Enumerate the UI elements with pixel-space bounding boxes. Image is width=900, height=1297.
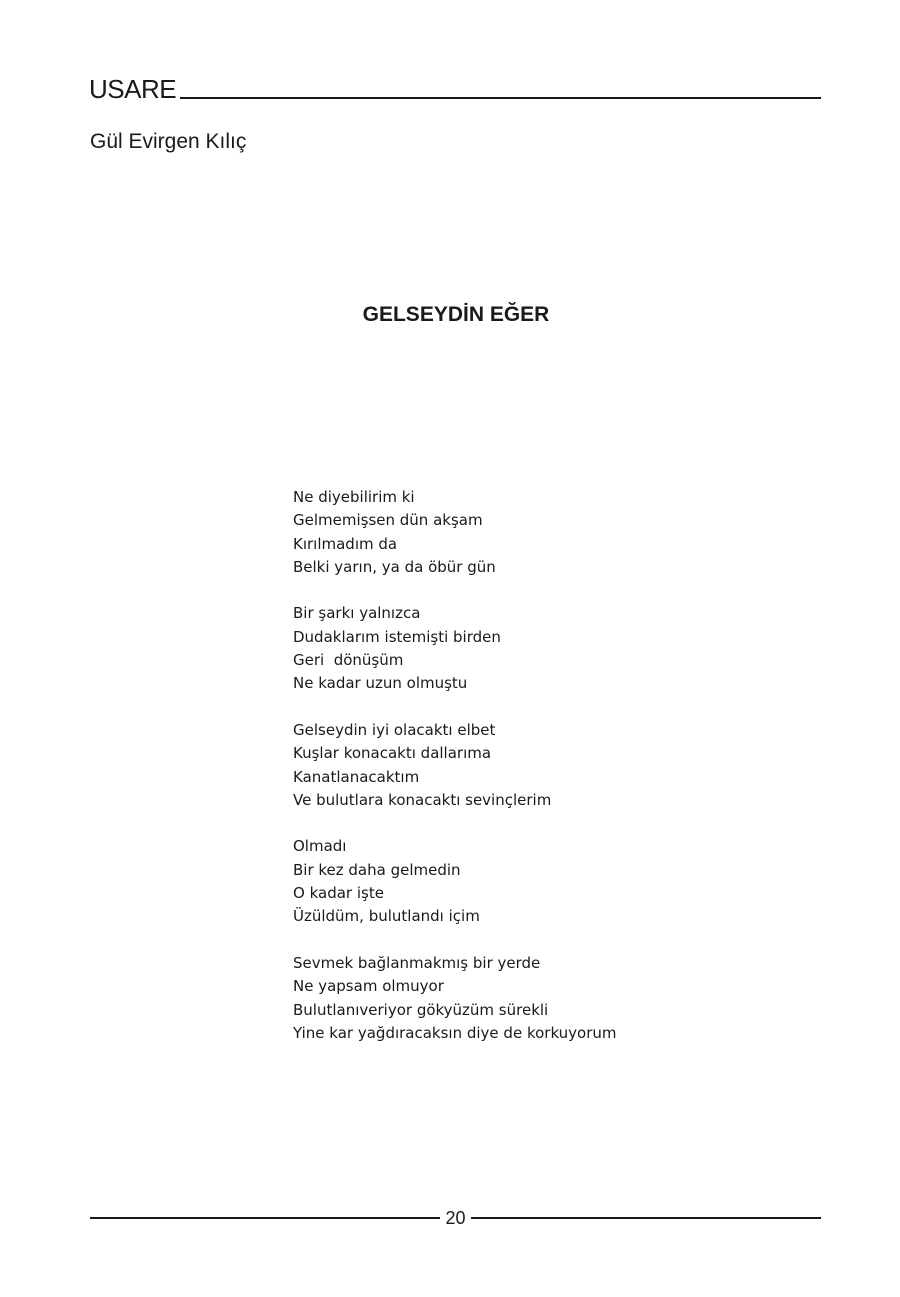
poem-line: Kanatlanacaktım: [293, 767, 420, 786]
poem-line: Ve bulutlara konacaktı sevinçlerim: [293, 790, 552, 809]
page-footer: [90, 1206, 821, 1230]
poem-line: Olmadı: [293, 837, 347, 856]
poem-line: Gelmemişsen dün akşam: [293, 511, 483, 530]
poem-line: Yine kar yağdıracaksın diye de korkuyorum: [293, 1023, 617, 1042]
poem-line: Bir şarkı yalnızca: [293, 604, 421, 623]
header-rule: [180, 97, 821, 99]
poem-line: Bir kez daha gelmedin: [293, 860, 461, 879]
author-name: Gül Evirgen Kılıç: [90, 130, 247, 153]
poem-line: Kırılmadım da: [293, 534, 398, 553]
poem-line: Belki yarın, ya da öbür gün: [293, 557, 496, 576]
footer-rule-right: [471, 1217, 821, 1219]
poem-line: Ne kadar uzun olmuştu: [293, 674, 468, 693]
poem-line: Ne yapsam olmuyor: [293, 977, 444, 996]
stanza: [293, 952, 813, 1045]
poem-title: GELSEYDİN EĞER: [362, 303, 550, 326]
poem-line: Sevmek bağlanmakmış bir yerde: [293, 953, 541, 972]
stanza: [293, 602, 813, 695]
poem-body: [293, 486, 813, 1068]
running-header: [89, 76, 821, 102]
poem-line: Geri dönüşüm: [293, 651, 404, 670]
poem-line: Üzüldüm, bulutlandı içim: [293, 907, 480, 926]
stanza: [293, 719, 813, 812]
poem-line: Kuşlar konacaktı dallarıma: [293, 744, 492, 763]
poem-line: Dudaklarım istemişti birden: [293, 627, 501, 646]
journal-name: USARE: [89, 74, 177, 104]
poem-line: Gelseydin iyi olacaktı elbet: [293, 720, 496, 739]
stanza: [293, 486, 813, 579]
poem-line: Bulutlanıveriyor gökyüzüm sürekli: [293, 1000, 549, 1019]
stanza: [293, 835, 813, 928]
poem-line: Ne diyebilirim ki: [293, 488, 415, 506]
footer-rule-left: [90, 1217, 440, 1219]
page-number: 20: [445, 1208, 466, 1228]
poem-line: O kadar işte: [293, 884, 384, 903]
